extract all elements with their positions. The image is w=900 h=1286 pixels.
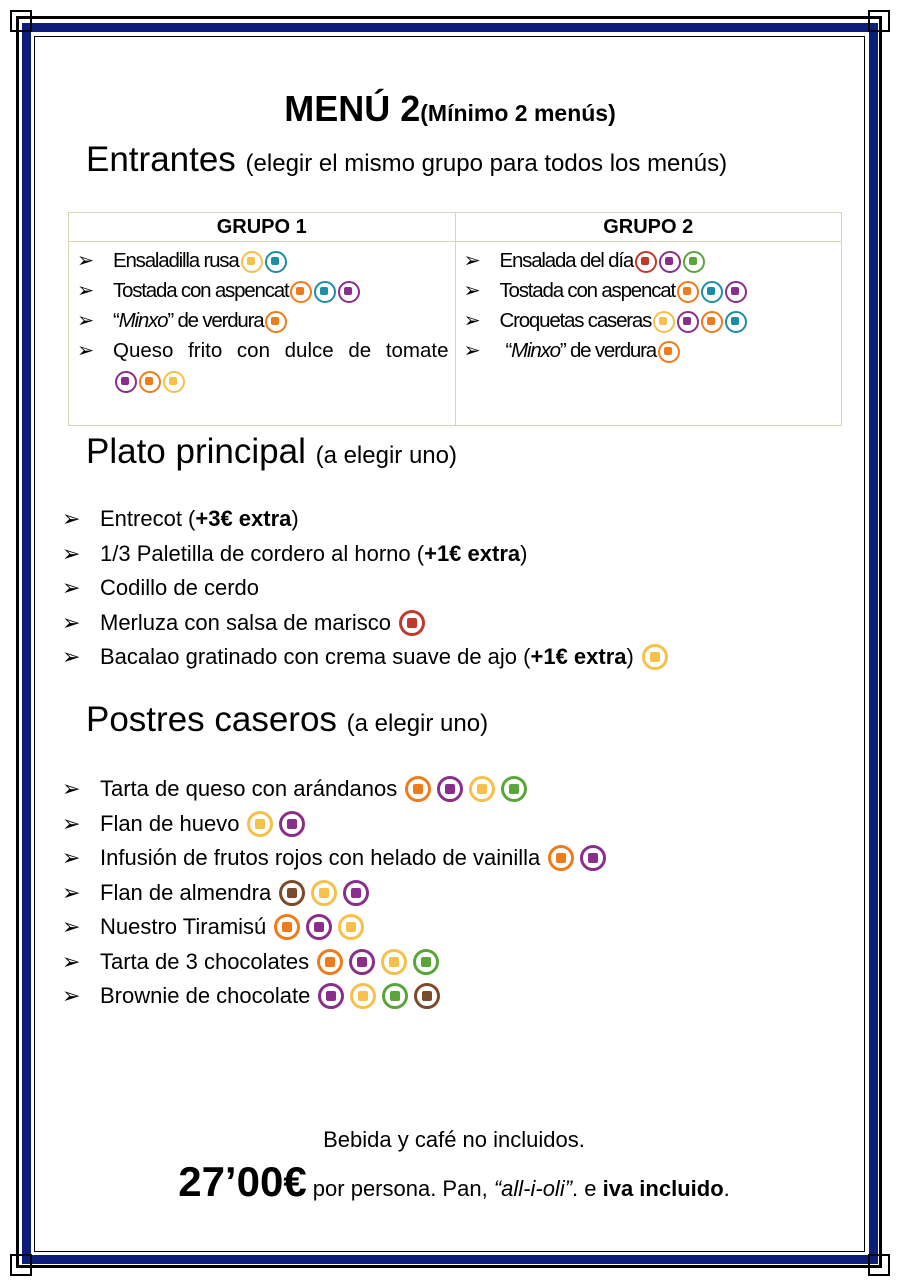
- allergen-icons: [642, 644, 668, 670]
- iva-text: iva incluido: [602, 1176, 724, 1201]
- footer-note: Bebida y café no incluidos.: [323, 1127, 585, 1152]
- section-heading-entrantes: [86, 140, 727, 180]
- green-allergen-icon: [413, 949, 439, 975]
- green-allergen-icon: [501, 776, 527, 802]
- group-item: [464, 246, 836, 276]
- purple-allergen-icon: [338, 281, 360, 303]
- yellow-allergen-icon: [338, 914, 364, 940]
- green-allergen-icon: [382, 983, 408, 1009]
- purple-allergen-icon: [437, 776, 463, 802]
- allergen-icons: [317, 949, 439, 975]
- postres-heading-sub: (a elegir uno): [346, 710, 489, 737]
- purple-allergen-icon: [580, 845, 606, 871]
- section-heading-principal: [86, 432, 457, 472]
- allioli-text: “all-i-oli”: [493, 1176, 573, 1201]
- postres-item: [62, 841, 606, 876]
- group-item-text-pre: “: [113, 309, 119, 332]
- postres-item-text: Tarta de queso con arándanos: [100, 776, 398, 802]
- postres-item-text: Flan de huevo: [100, 810, 240, 836]
- orange-allergen-icon: [290, 281, 312, 303]
- purple-allergen-icon: [306, 914, 332, 940]
- yellow-allergen-icon: [642, 644, 668, 670]
- postres-heading-text: Postres caseros: [86, 700, 337, 739]
- arrow-bullet-icon: ➢: [62, 914, 81, 940]
- orange-allergen-icon: [405, 776, 431, 802]
- postres-item: [62, 910, 606, 945]
- group-item-text: Ensalada del día: [499, 249, 634, 272]
- orange-allergen-icon: [265, 311, 287, 333]
- blue-allergen-icon: [725, 311, 747, 333]
- purple-allergen-icon: [279, 811, 305, 837]
- arrow-bullet-icon: ➢: [62, 506, 81, 532]
- allergen-icons: [318, 983, 440, 1009]
- arrow-bullet-icon: ➢: [62, 575, 81, 601]
- allergen-icons: [290, 281, 360, 303]
- group-2-cell: [455, 242, 842, 426]
- arrow-bullet-icon: ➢: [77, 309, 95, 332]
- purple-allergen-icon: [677, 311, 699, 333]
- postres-item-text: Tarta de 3 chocolates: [100, 948, 310, 974]
- footer-price-line: [0, 1158, 900, 1206]
- yellow-allergen-icon: [469, 776, 495, 802]
- principal-heading-sub: (a elegir uno): [315, 442, 457, 469]
- menu-title: [0, 88, 900, 130]
- brown-allergen-icon: [279, 880, 305, 906]
- arrow-bullet-icon: ➢: [62, 540, 81, 566]
- purple-allergen-icon: [343, 880, 369, 906]
- postres-item: [62, 807, 606, 842]
- group-item-text: Croquetas caseras: [499, 309, 652, 332]
- allergen-icons: [241, 251, 287, 273]
- corner-ornament-bottom-right: [868, 1254, 890, 1276]
- menu-title-main: MENÚ 2: [284, 88, 421, 129]
- postres-item: [62, 876, 606, 911]
- arrow-bullet-icon: ➢: [62, 845, 81, 871]
- blue-allergen-icon: [701, 281, 723, 303]
- yellow-allergen-icon: [653, 311, 675, 333]
- group-header: GRUPO 1: [69, 213, 456, 242]
- yellow-allergen-icon: [381, 949, 407, 975]
- postres-item-text: Flan de almendra: [100, 879, 272, 905]
- yellow-allergen-icon: [247, 811, 273, 837]
- principal-item-extra: +1€ extra: [424, 540, 521, 566]
- allergen-icons: [677, 281, 747, 303]
- blue-allergen-icon: [265, 251, 287, 273]
- group-item-text: Tostada con aspencat: [113, 279, 289, 302]
- green-allergen-icon: [683, 251, 705, 273]
- yellow-allergen-icon: [163, 371, 185, 393]
- postres-item: [62, 772, 606, 807]
- orange-allergen-icon: [274, 914, 300, 940]
- entrantes-groups-table: [68, 212, 842, 426]
- group-item-text: Queso frito con dulce de tomate: [113, 339, 449, 362]
- sep-text: . e: [572, 1176, 603, 1201]
- purple-allergen-icon: [349, 949, 375, 975]
- price: 27’00€: [178, 1158, 307, 1205]
- principal-item-text: Entrecot (: [100, 506, 196, 532]
- arrow-bullet-icon: ➢: [77, 279, 95, 302]
- principal-item-text: Codillo de cerdo: [100, 575, 259, 601]
- purple-allergen-icon: [318, 983, 344, 1009]
- allergen-icons: [265, 311, 287, 333]
- corner-ornament-top-right: [868, 10, 890, 32]
- purple-allergen-icon: [725, 281, 747, 303]
- orange-allergen-icon: [139, 371, 161, 393]
- allergen-icons: [115, 371, 185, 393]
- principal-item-after: ): [520, 540, 528, 566]
- corner-ornament-bottom-left: [10, 1254, 32, 1276]
- menu-title-note: (Mínimo 2 menús): [420, 100, 616, 126]
- group-1-cell: [69, 242, 456, 426]
- end-text: .: [723, 1176, 730, 1201]
- orange-allergen-icon: [677, 281, 699, 303]
- arrow-bullet-icon: ➢: [62, 879, 81, 905]
- principal-item: [62, 640, 668, 675]
- orange-allergen-icon: [658, 341, 680, 363]
- principal-item: [62, 571, 668, 606]
- orange-allergen-icon: [548, 845, 574, 871]
- group-item-text-post: ” de verdura: [559, 339, 656, 362]
- group-item-text-em: Minxo: [118, 309, 168, 332]
- postres-item: [62, 945, 606, 980]
- principal-item: [62, 537, 668, 572]
- purple-allergen-icon: [659, 251, 681, 273]
- postres-item-text: Nuestro Tiramisú: [100, 914, 267, 940]
- allergen-icons: [653, 311, 747, 333]
- postres-item-text: Brownie de chocolate: [100, 983, 311, 1009]
- group-item: [77, 306, 449, 336]
- group-item-text: Tostada con aspencat: [499, 279, 675, 302]
- group-item-text-post: ” de verdura: [167, 309, 264, 332]
- orange-allergen-icon: [701, 311, 723, 333]
- principal-item: [62, 502, 668, 537]
- per-person-text: por persona. Pan,: [306, 1176, 494, 1201]
- principal-item-text: 1/3 Paletilla de cordero al horno (: [100, 540, 425, 566]
- principal-item: [62, 606, 668, 641]
- arrow-bullet-icon: ➢: [77, 249, 95, 272]
- red-allergen-icon: [635, 251, 657, 273]
- arrow-bullet-icon: ➢: [62, 644, 81, 670]
- group-item: [464, 306, 836, 336]
- arrow-bullet-icon: ➢: [62, 983, 81, 1009]
- group-item: [77, 246, 449, 276]
- entrantes-heading-sub: (elegir el mismo grupo para todos los menús): [245, 150, 728, 177]
- purple-allergen-icon: [115, 371, 137, 393]
- principal-item-extra: +1€ extra: [530, 644, 627, 670]
- brown-allergen-icon: [414, 983, 440, 1009]
- principal-item-text: Merluza con salsa de marisco: [100, 609, 392, 635]
- principal-item-extra: +3€ extra: [195, 506, 292, 532]
- allergen-icons: [405, 776, 527, 802]
- principal-item-after: ): [626, 644, 634, 670]
- allergen-icons: [274, 914, 364, 940]
- arrow-bullet-icon: ➢: [62, 810, 81, 836]
- arrow-bullet-icon: ➢: [62, 609, 81, 635]
- arrow-bullet-icon: ➢: [463, 339, 481, 362]
- principal-list: [62, 502, 668, 675]
- arrow-bullet-icon: ➢: [463, 279, 481, 302]
- group-item-text: Ensaladilla rusa: [113, 249, 239, 272]
- red-allergen-icon: [399, 610, 425, 636]
- allergen-icons: [548, 845, 606, 871]
- arrow-bullet-icon: ➢: [463, 249, 481, 272]
- allergen-icons: [658, 341, 680, 363]
- yellow-allergen-icon: [241, 251, 263, 273]
- allergen-icons: [247, 811, 305, 837]
- group-item: [464, 336, 836, 366]
- yellow-allergen-icon: [311, 880, 337, 906]
- group-item: [464, 276, 836, 306]
- group-header: GRUPO 2: [455, 213, 842, 242]
- arrow-bullet-icon: ➢: [77, 339, 95, 362]
- arrow-bullet-icon: ➢: [62, 948, 81, 974]
- orange-allergen-icon: [317, 949, 343, 975]
- yellow-allergen-icon: [350, 983, 376, 1009]
- principal-item-after: ): [291, 506, 299, 532]
- arrow-bullet-icon: ➢: [62, 776, 81, 802]
- blue-allergen-icon: [314, 281, 336, 303]
- section-heading-postres: [86, 700, 488, 740]
- allergen-icons: [399, 610, 425, 636]
- allergen-icons: [635, 251, 705, 273]
- principal-item-text: Bacalao gratinado con crema suave de ajo (: [100, 644, 531, 670]
- corner-ornament-top-left: [10, 10, 32, 32]
- principal-heading-text: Plato principal: [86, 432, 306, 471]
- group-item: [77, 276, 449, 306]
- postres-list: [62, 772, 606, 1014]
- group-item-text-em: Minxo: [511, 339, 560, 362]
- postres-item: [62, 979, 606, 1014]
- group-item: [77, 336, 449, 396]
- group-item-text-pre: “: [505, 339, 512, 362]
- allergen-icons: [279, 880, 369, 906]
- entrantes-heading-text: Entrantes: [86, 140, 236, 179]
- arrow-bullet-icon: ➢: [463, 309, 481, 332]
- postres-item-text: Infusión de frutos rojos con helado de vainilla: [100, 845, 541, 871]
